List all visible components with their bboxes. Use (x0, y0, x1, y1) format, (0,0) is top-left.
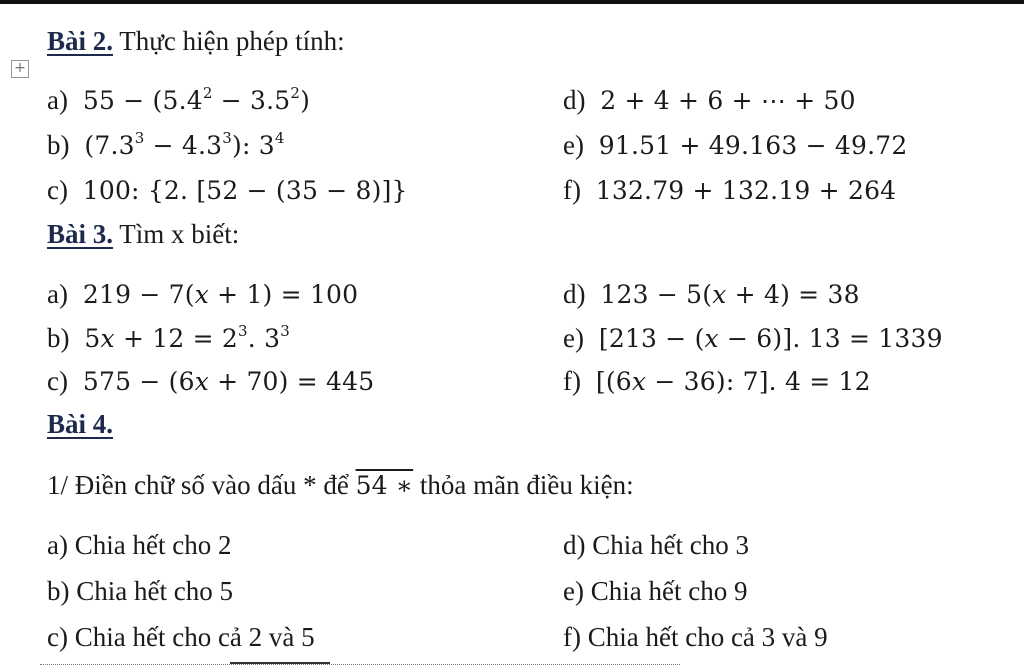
bai3-item-e (563, 323, 943, 354)
item-label: c) (47, 622, 68, 652)
bai2-b-expression: $(7.3^3 - 4.3^3)$: $3^4$ (76, 129, 285, 160)
top-border (0, 0, 1024, 4)
bai3-number: Bài 3. (47, 219, 114, 249)
bai3-a-equation: 219 − 7(x + 1) = 100 (74, 280, 359, 309)
item-label: e) (563, 130, 584, 160)
bai4-item-a (47, 530, 231, 561)
bai4-part1-text: 1/ Điền chữ số vào dấu * để (47, 470, 356, 500)
bai3-heading (47, 219, 239, 250)
bai2-number: Bài 2. (47, 26, 114, 56)
bai2-item-e (563, 130, 907, 161)
item-label: c) (47, 175, 68, 205)
item-label: a) (47, 85, 68, 115)
bai4-item-e (563, 576, 747, 607)
item-label: d) (563, 85, 586, 115)
bai4-d-condition: Chia hết cho 3 (592, 530, 749, 560)
bai2-c-expression: 100: {2. [52 − (35 − 8)]} (82, 176, 408, 205)
item-label: f) (563, 366, 581, 396)
item-label: a) (47, 279, 68, 309)
item-label: b) (47, 576, 70, 606)
bai3-item-c (47, 366, 374, 397)
item-label: e) (563, 576, 584, 606)
bai4-item-d (563, 530, 749, 561)
item-label: c) (47, 366, 68, 396)
item-label: d) (563, 279, 586, 309)
item-label: e) (563, 323, 584, 353)
bai2-item-f (563, 175, 896, 206)
bai2-e-expression: 91.51 + 49.163 − 49.72 (598, 131, 908, 160)
bai3-f-equation: [(6x − 36): 7]. 4 = 12 (587, 367, 871, 396)
bai2-item-c (47, 175, 408, 206)
item-label: b) (47, 130, 70, 160)
bai2-d-expression: 2 + 4 + 6 + ⋯ + 50 (600, 86, 856, 115)
bai2-heading (47, 26, 345, 57)
bai2-item-d (563, 85, 856, 116)
bai3-c-equation: 575 − (6x + 70) = 445 (74, 367, 375, 396)
item-label: f) (563, 175, 581, 205)
bai3-item-b (47, 323, 290, 354)
bai4-part1 (47, 470, 634, 501)
bai2-instruction: Thực hiện phép tính: (113, 26, 345, 56)
bai3-e-equation: [213 − (x − 6)]. 13 = 1339 (590, 324, 943, 353)
bai3-b-equation: $5x + 12 = 2^3$. $3^3$ (76, 322, 290, 353)
bai3-item-f (563, 366, 871, 397)
bai3-item-d (563, 279, 860, 310)
bai2-f-expression: 132.79 + 132.19 + 264 (595, 176, 897, 205)
bai4-item-b (47, 576, 233, 607)
item-label: a) (47, 530, 68, 560)
bai3-d-equation: 123 − 5(x + 4) = 38 (592, 280, 860, 309)
bai2-item-a (47, 85, 310, 116)
cut-off-next-line (40, 664, 680, 666)
table-move-handle-icon[interactable]: + (11, 60, 29, 78)
item-label: b) (47, 323, 70, 353)
bai4-number-pattern: 54 ∗ (355, 471, 414, 500)
bai4-item-f (563, 622, 828, 653)
bai4-b-condition: Chia hết cho 5 (76, 576, 233, 606)
cut-off-overline (230, 662, 330, 664)
bai4-part1-text-end: thỏa mãn điều kiện: (413, 470, 634, 500)
bai4-a-condition: Chia hết cho 2 (74, 530, 232, 560)
bai2-item-b (47, 130, 285, 161)
bai3-instruction: Tìm x biết: (113, 219, 240, 249)
item-label: f) (563, 622, 581, 652)
bai4-e-condition: Chia hết cho 9 (590, 576, 748, 606)
bai4-item-c (47, 622, 315, 653)
bai4-number: Bài 4. (47, 409, 114, 439)
item-label: d) (563, 530, 586, 560)
bai2-a-expression: $55 - (5.4^2 - 3.5^2)$ (74, 84, 311, 115)
bai4-f-condition: Chia hết cho cả 3 và 9 (587, 622, 828, 652)
bai3-item-a (47, 279, 358, 310)
bai4-heading (47, 409, 113, 440)
bai4-c-condition: Chia hết cho cả 2 và 5 (74, 622, 315, 652)
